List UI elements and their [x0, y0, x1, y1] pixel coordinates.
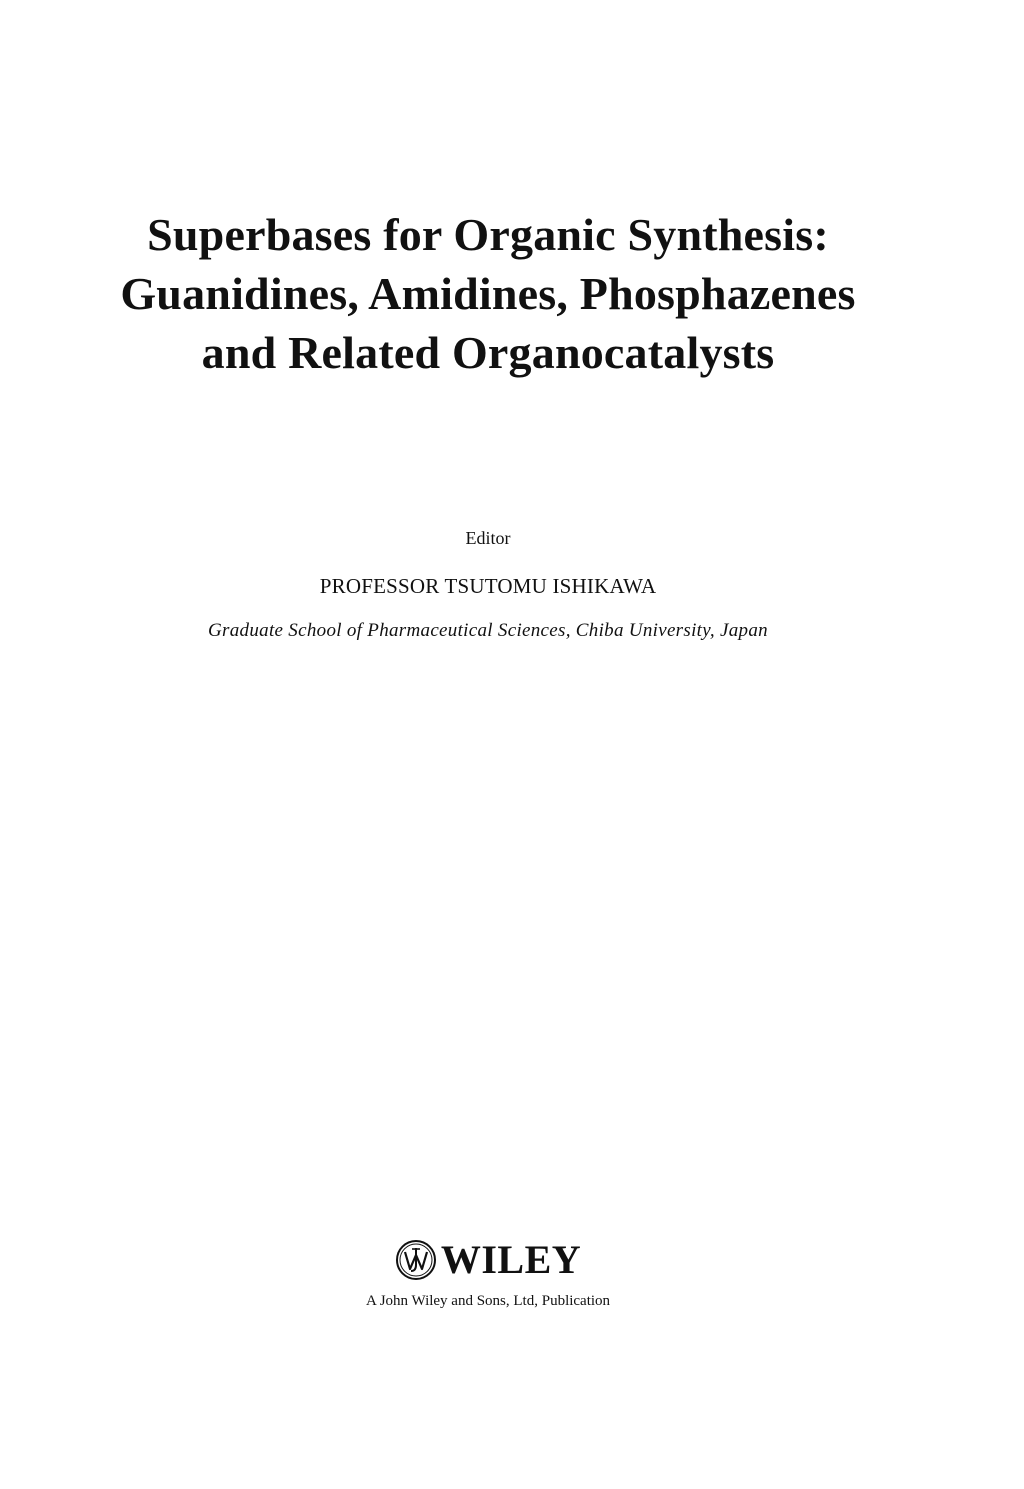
book-title-line-2: Guanidines, Amidines, Phosphazenes — [120, 268, 856, 319]
editor-affiliation: Graduate School of Pharmaceutical Sciences, Chiba University, Japan — [208, 620, 768, 641]
book-title-line-3: and Related Organocatalysts — [201, 327, 775, 378]
editor-label: Editor — [465, 528, 511, 548]
publisher-logo — [395, 1238, 581, 1282]
publisher-tagline: A John Wiley and Sons, Ltd, Publication — [365, 1293, 611, 1309]
publisher-logo-text: WILEY — [440, 1237, 582, 1282]
book-title — [0, 205, 976, 382]
publisher-block — [0, 1238, 976, 1310]
book-title-line-1: Superbases for Organic Synthesis: — [147, 209, 829, 260]
editor-name: PROFESSOR TSUTOMU ISHIKAWA — [319, 574, 657, 598]
wiley-seal-icon — [395, 1239, 437, 1281]
